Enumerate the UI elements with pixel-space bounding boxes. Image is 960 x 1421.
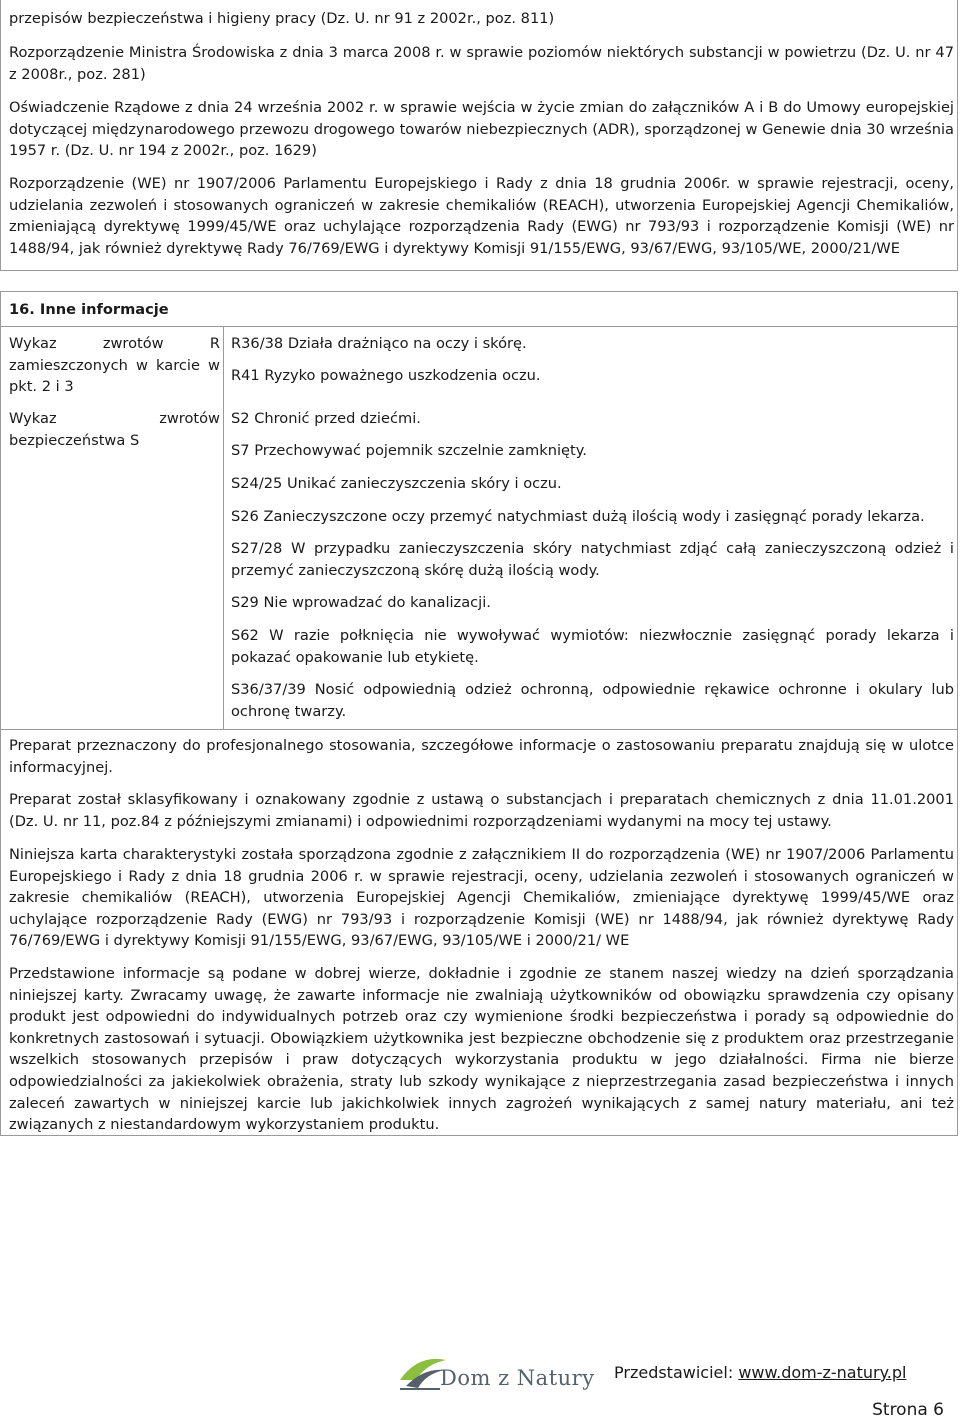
info-paragraph: Niniejsza karta charakterystyki została sporządzona zgodnie z załącznikiem II do rozporządzenia (WE) nr 1907/2006 Parlamentu Europejskiego i Rady z dnia 18 grudnia 2006 r. w sprawie rejestracji, oceny, udzielania zezwoleń i stosowanych ograniczeń w zakresie chemikaliów (REACH), utworzenia Europejskiej Agencji Chemikaliów, zmieniające dyrektywę 1999/45/WE oraz uchylające rozporządzenie Rady (EWG) nr 793/93 i rozporządzenie Komisji (WE) nr 1488/94, jak również dyrektywę Rady 76/769/EWG i dyrektywy Komisji 91/155/EWG, 93/67/EWG, 93/105/WE i 2000/21/ WE	[9, 846, 954, 950]
representative-info	[614, 1363, 906, 1382]
phrase-item: S26 Zanieczyszczone oczy przemyć natychmiast dużą ilością wody i zasięgnąć porady lekarza.	[231, 508, 925, 525]
section-header	[1, 292, 957, 327]
section-title: 16. Inne informacje	[9, 301, 169, 318]
logo-text: Dom z Natury	[440, 1366, 595, 1390]
section-16-box	[0, 291, 958, 1136]
phrases-table	[1, 327, 957, 730]
phrase-item: S2 Chronić przed dziećmi.	[231, 410, 421, 427]
r-phrases-label: Wykaz zwrotów R zamieszczonych w karcie w pkt. 2 i 3	[9, 335, 220, 396]
logo-base-line	[400, 1388, 440, 1390]
phrase-item: S24/25 Unikać zanieczyszczenia skóry i oczu.	[231, 475, 562, 492]
phrase-item: S36/37/39 Nosić odpowiednią odzież ochronną, odpowiednie rękawice ochronne i okulary lub ochronę twarzy.	[231, 681, 954, 720]
phrase-item: R41 Ryzyko poważnego uszkodzenia oczu.	[231, 367, 541, 384]
regulation-paragraph: przepisów bezpieczeństwa i higieny pracy (Dz. U. nr 91 z 2002r., poz. 811)	[9, 10, 555, 27]
disclaimer-paragraph: Przedstawione informacje są podane w dobrej wierze, dokładnie i zgodnie ze stanem naszej wiedzy na dzień sporządzania niniejszej karty. Zwracamy uwagę, że zawarte informacje nie zwalniają użytkowników od obowiązku sprawdzenia czy opisany produkt jest odpowiedni do indywidualnych potrzeb oraz czy wymienione środki bezpieczeństwa i porady są odpowiednie do konkretnych zastosowań i sytuacji. Obowiązkiem użytkownika jest bezpieczne obchodzenie się z produktem oraz przestrzeganie wszelkich stosowanych przepisów i praw dotyczących wykorzystania produktu w jego działalności. Firma nie bierze odpowiedzialności za jakiekolwiek obrażenia, straty lub szkody wynikające z nieprzestrzegania zasad bezpieczeństwa i innych zaleceń zawartych w niniejszej karcie lub jakichkolwiek innych zagrożeń wynikających z samej natury materiału, ani też związanych z niestandardowym wykorzystaniem produktu.	[9, 965, 954, 1134]
info-paragraph: Preparat został sklasyfikowany i oznakowany zgodnie z ustawą o substancjach i preparatach chemicznych z dnia 11.01.2001 (Dz. U. nr 11, poz.84 z późniejszymi zmianami) i odpowiednimi rozporządzeniami wydanymi na mocy tej ustawy.	[9, 791, 954, 830]
table-divider	[223, 327, 224, 729]
page-number: Strona 6	[872, 1400, 944, 1420]
representative-label: Przedstawiciel:	[614, 1363, 734, 1382]
phrase-item: S62 W razie połknięcia nie wywoływać wymiotów: niezwłocznie zasięgnąć porady lekarza i pokazać opakowanie lub etykietę.	[231, 627, 954, 666]
phrase-item: S29 Nie wprowadzać do kanalizacji.	[231, 594, 491, 611]
representative-link[interactable]: www.dom-z-natury.pl	[738, 1363, 907, 1382]
phrase-item: S27/28 W przypadku zanieczyszczenia skóry natychmiast zdjąć całą zanieczyszczoną odzież i przemyć zanieczyszczoną skórę dużą ilością wody.	[231, 540, 954, 579]
phrase-item: R36/38 Działa drażniąco na oczy i skórę.	[231, 335, 527, 352]
s-phrases-label: Wykaz zwrotów bezpieczeństwa S	[9, 410, 220, 449]
regulation-paragraph: Oświadczenie Rządowe z dnia 24 września 2002 r. w sprawie wejścia w życie zmian do załączników A i B do Umowy europejskiej dotyczącej międzynarodowego przewozu drogowego towarów niebezpiecznych (ADR), sporządzonej w Genewie dnia 30 września 1957 r. (Dz. U. nr 194 z 2002r., poz. 1629)	[9, 99, 954, 160]
regulations-box	[0, 0, 958, 271]
phrase-item: S7 Przechowywać pojemnik szczelnie zamknięty.	[231, 442, 587, 459]
regulation-paragraph: Rozporządzenie Ministra Środowiska z dnia 3 marca 2008 r. w sprawie poziomów niektórych substancji w powietrzu (Dz. U. nr 47 z 2008r., poz. 281)	[9, 44, 954, 83]
info-paragraph: Preparat przeznaczony do profesjonalnego stosowania, szczegółowe informacje o zastosowaniu preparatu znajdują się w ulotce informacyjnej.	[9, 737, 954, 776]
regulation-paragraph: Rozporządzenie (WE) nr 1907/2006 Parlamentu Europejskiego i Rady z dnia 18 grudnia 2006r. w sprawie rejestracji, oceny, udzielania zezwoleń i stosowanych ograniczeń w zakresie chemikaliów (REACH), utworzenia Europejskiej Agencji Chemikaliów, zmieniającą dyrektywę 1999/45/WE oraz uchylające rozporządzenia Rady (EWG) nr 793/93 i rozporządzenie Komisji (WE) nr 1488/94, jak również dyrektywę Rady 76/769/EWG i dyrektywy Komisji 91/155/EWG, 93/67/EWG, 93/105/WE, 2000/21/WE	[9, 175, 954, 257]
